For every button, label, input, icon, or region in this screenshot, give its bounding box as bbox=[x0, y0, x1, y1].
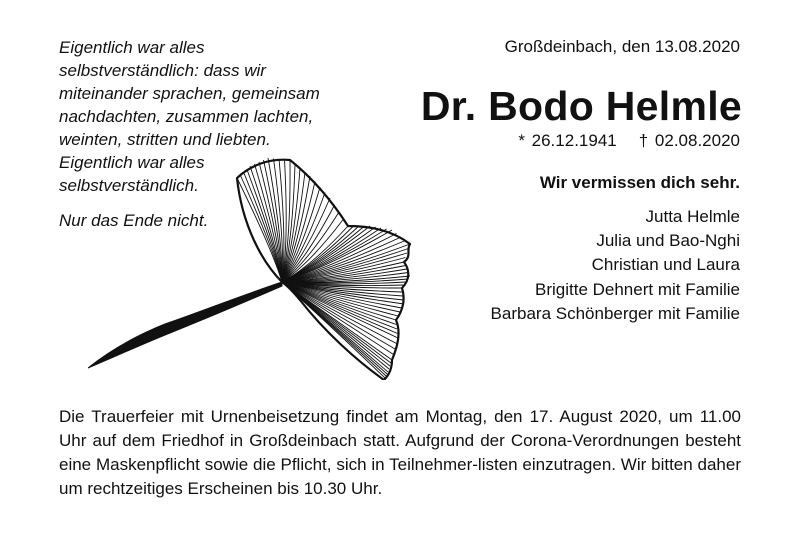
mourner: Brigitte Dehnert mit Familie bbox=[534, 279, 740, 299]
mourners-list bbox=[491, 205, 740, 326]
mourner: Barbara Schönberger mit Familie bbox=[490, 303, 740, 323]
poem-line: selbstverständlich: dass wir bbox=[59, 61, 266, 80]
leaf-stem bbox=[88, 282, 282, 368]
poem-line: miteinander sprachen, gemeinsam bbox=[59, 84, 320, 103]
message: Wir vermissen dich sehr. bbox=[539, 173, 740, 192]
poem-line: weinten, stritten und liebten. bbox=[59, 130, 271, 149]
mourner: Julia und Bao-Nghi bbox=[596, 231, 740, 251]
ginkgo-leaf-icon bbox=[88, 154, 420, 380]
poem-line: Eigentlich war alles bbox=[59, 153, 205, 172]
mourner: Jutta Helmle bbox=[645, 207, 740, 226]
deceased-name: Dr. Bodo Helmle bbox=[420, 83, 742, 129]
poem-line: selbstverständlich. bbox=[59, 176, 199, 195]
mourner: Christian und Laura bbox=[591, 255, 740, 275]
leaf-vein bbox=[282, 282, 394, 355]
service-notice: Die Trauerfeier mit Urnenbeisetzung findet am Montag, den 17. August 2020, um 11.00 Uhr auf dem Friedhof in Großdeinbach statt. Aufgrund der Corona-Verordnungen besteht eine Maskenpflicht sowie die Pflicht, sich in Teilnehmer-listen einzutragen. Wir bitten daher um rechtzeitiges Erscheinen bis 10.30 Uhr. bbox=[59, 407, 741, 498]
poem-line: nachdachten, zusammen lachten, bbox=[59, 107, 314, 126]
death-date: † 02.08.2020 bbox=[638, 131, 740, 150]
place-date: Großdeinbach, den 13.08.2020 bbox=[504, 37, 740, 56]
poem-line: Eigentlich war alles bbox=[59, 38, 205, 57]
poem-closing: Nur das Ende nicht. bbox=[59, 211, 209, 230]
leaf-vein bbox=[282, 282, 397, 329]
birth-date: * 26.12.1941 bbox=[518, 131, 617, 150]
leaf-veins bbox=[237, 158, 410, 378]
life-dates bbox=[518, 131, 740, 151]
